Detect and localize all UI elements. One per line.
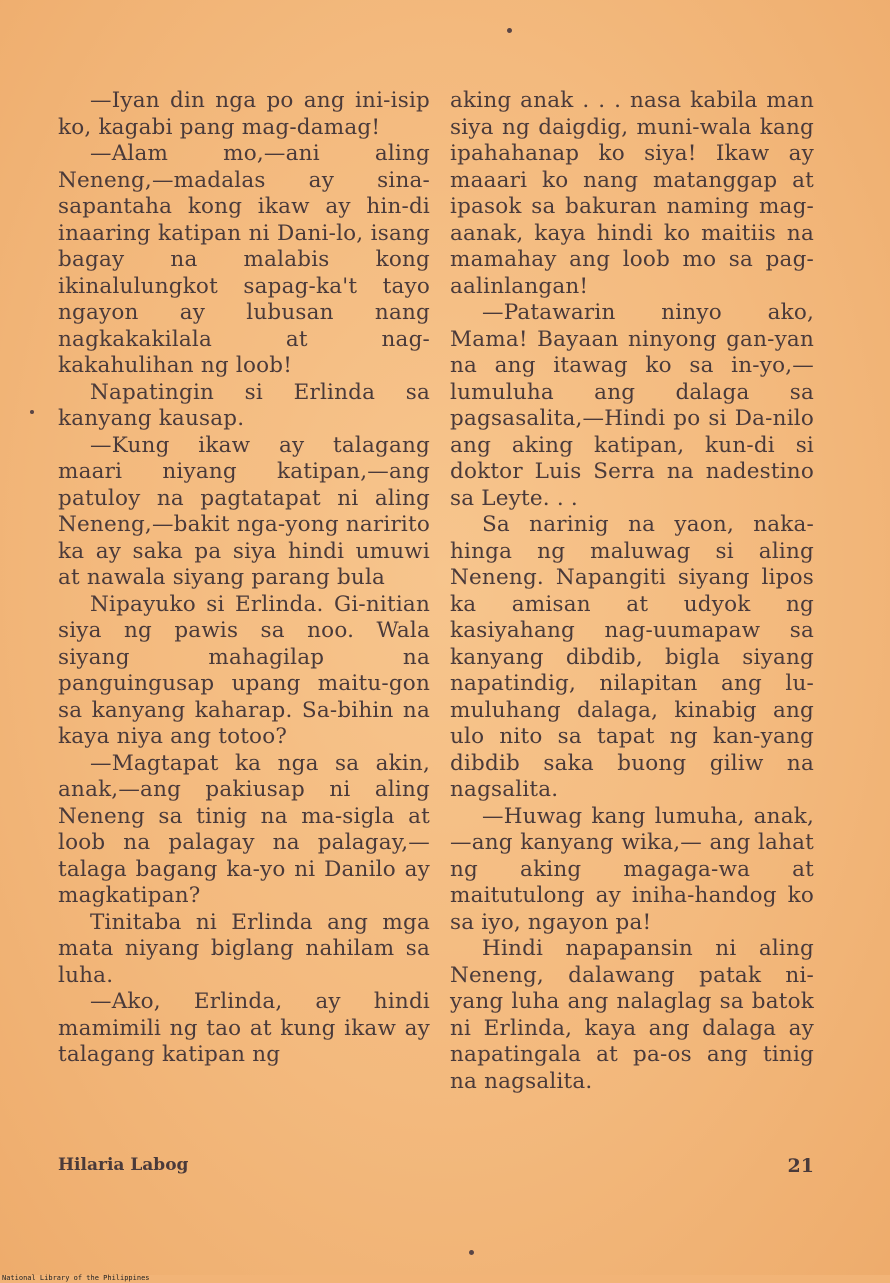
paragraph: —Kung ikaw ay talagang maari niyang katipan,—ang patuloy na pagtatapat ni aling Neneng,—bakit nga-yong naririto ka ay saka pa siya hindi umuwi at nawala siyang parang bula: [58, 432, 430, 590]
paragraph: —Huwag kang lumuha, anak,—ang kanyang wika,— ang lahat ng aking magaga-wa at maitutulong ay iniha-handog ko sa iyo, ngayon pa!: [450, 803, 814, 935]
right-text-column: [450, 88, 814, 1095]
paragraph: —Ako, Erlinda, ay hindi mamimili ng tao at kung ikaw ay talagang katipan ng: [58, 989, 430, 1067]
page-number: 21: [787, 1155, 814, 1177]
paragraph: Nipayuko si Erlinda. Gi-nitian siya ng pawis sa noo. Wala siyang mahagilap na panguingusap upang maitu-gon sa kanyang kaharap. Sa-bihin na kaya niya ang totoo?: [58, 591, 430, 749]
ink-speck: [507, 28, 512, 33]
paragraph: —Alam mo,—ani aling Neneng,—madalas ay sina-sapantaha kong ikaw ay hin-di inaaring katipan ni Dani-lo, isang bagay na malabis kong ikinalulungkot sapag-ka't tayo ngayon ay lubusan nang nagkakakilala at nag-kakahulihan ng loob!: [58, 141, 430, 378]
paragraph: Tinitaba ni Erlinda ang mga mata niyang biglang nahilam sa luha.: [58, 909, 430, 988]
ink-speck: [30, 410, 34, 414]
paragraph: Hindi napapansin ni aling Neneng, dalawang patak ni-yang luha ang nalaglag sa batok ni Erlinda, kaya ang dalaga ay napatingala at pa-os ang tinig na nagsalita.: [450, 936, 814, 1094]
paragraph: Sa narinig na yaon, naka-hinga ng maluwag si aling Neneng. Napangiti siyang lipos ka amisan at udyok ng kasiyahang nag-uumapaw sa kanyang dibdib, bigla siyang napatindig, nilapitan ang lu-muluhang dalaga, kinabig ang ulo nito sa tapat ng kan-yang dibdib saka buong giliw na nagsalita.: [450, 512, 814, 802]
paragraph: —Magtapat ka nga sa akin, anak,—ang pakiusap ni aling Neneng sa tinig na ma-sigla at loob na palagay na palagay,—talaga bagang ka-yo ni Danilo ay magkatipan?: [58, 750, 430, 908]
library-credit: National Library of the Philippines: [2, 1274, 150, 1282]
ink-speck: [469, 1250, 474, 1255]
left-text-column: [58, 88, 430, 1069]
paragraph: aking anak . . . nasa kabila man siya ng daigdig, muni-wala kang ipahahanap ko siya! Ikaw ay maaari ko nang matanggap at ipasok sa bakuran naming mag-aanak, kaya hindi ko maitiis na mamahay ang loob mo sa pag-aalinlangan!: [450, 88, 814, 299]
paragraph: —Iyan din nga po ang ini-isip ko, kagabi pang mag-damag!: [58, 88, 430, 140]
author-name: Hilaria Labog: [58, 1155, 189, 1175]
paragraph: Napatingin si Erlinda sa kanyang kausap.: [58, 379, 430, 431]
paragraph: —Patawarin ninyo ako, Mama! Bayaan ninyong gan-yan na ang itawag ko sa in-yo,—lumuluha ang dalaga sa pagsasalita,—Hindi po si Da-nilo ang aking katipan, kun-di si doktor Luis Serra na nadestino sa Leyte. . .: [450, 300, 814, 511]
